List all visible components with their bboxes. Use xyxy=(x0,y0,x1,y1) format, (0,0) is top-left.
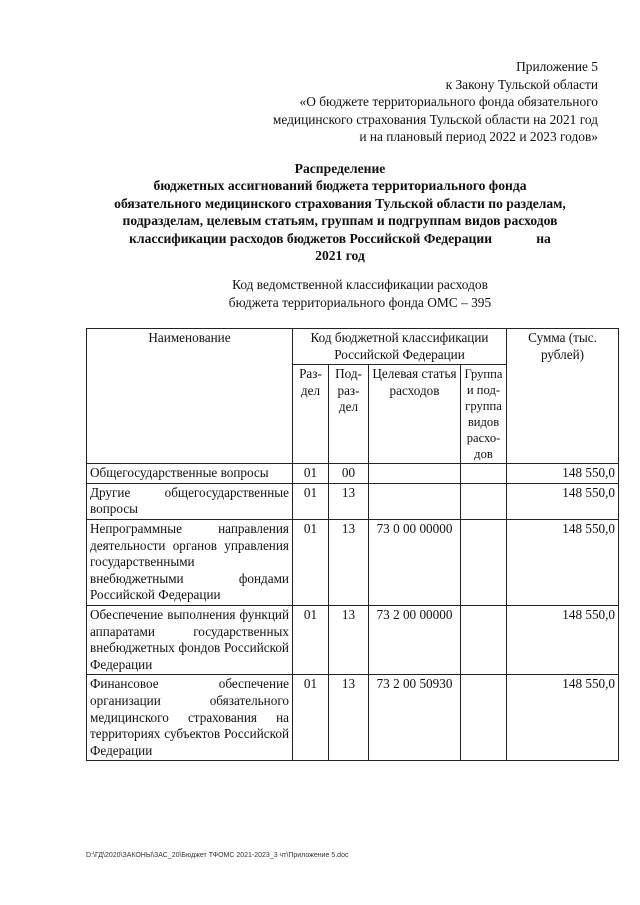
title-line-4: подразделам, целевым статьям, группам и подгруппам видов расходов xyxy=(122,213,558,229)
header-code-group: Код бюджетной классификации Российской Федерации xyxy=(293,329,507,365)
row-group xyxy=(461,675,507,761)
row-section: 01 xyxy=(293,464,329,484)
document-title xyxy=(80,160,600,264)
header-section-text: Раз-дел xyxy=(299,366,322,398)
header-name: Наименование xyxy=(87,329,293,464)
header-target xyxy=(369,365,461,464)
title-line-1: Распределение xyxy=(294,161,386,176)
header-target-text: Целевая статья расходов xyxy=(372,366,457,398)
table-row xyxy=(87,605,619,674)
file-path-footer: D:\ГД\2020\ЗАКОНЫ\ЗАС_20\Бюджет ТФОМС 2021-2023_3 чт\Приложение 5.doc xyxy=(86,852,349,859)
appendix-line-1: Приложение 5 xyxy=(516,59,598,74)
header-subsection xyxy=(329,365,369,464)
row-group xyxy=(461,464,507,484)
row-name: Финансовое обеспечение организации обязательного медицинского страхования на территориях субъектов Российской Федерации xyxy=(87,675,293,761)
header-section xyxy=(293,365,329,464)
row-name: Непрограммные направления деятельности органов управления государственными внебюджетными фондами Российской Федерации xyxy=(87,519,293,605)
row-target xyxy=(369,464,461,484)
header-subsection-text: Под-раз-дел xyxy=(335,366,362,415)
row-section: 01 xyxy=(293,519,329,605)
row-sum: 148 550,0 xyxy=(507,675,619,761)
subtitle-line-2: бюджета территориального фонда ОМС – 395 xyxy=(228,294,492,310)
appendix-line-2: к Закону Тульской области xyxy=(445,76,598,92)
header-group xyxy=(461,365,507,464)
header-sum: Сумма (тыс. рублей) xyxy=(507,329,619,464)
row-section: 01 xyxy=(293,675,329,761)
appendix-line-4: медицинского страхования Тульской области на 2021 год xyxy=(272,111,598,127)
row-subsection: 13 xyxy=(329,483,369,519)
row-subsection: 13 xyxy=(329,675,369,761)
row-sum: 148 550,0 xyxy=(507,483,619,519)
row-target: 73 2 00 50930 xyxy=(369,675,461,761)
title-line-6: 2021 год xyxy=(315,248,365,264)
table-header-row xyxy=(87,329,619,365)
row-sum: 148 550,0 xyxy=(507,605,619,674)
appendix-line-3: «О бюджете территориального фонда обязательного xyxy=(299,94,598,110)
row-subsection: 00 xyxy=(329,464,369,484)
row-group xyxy=(461,605,507,674)
appendix-line-5: и на плановый период 2022 и 2023 годов» xyxy=(359,129,598,145)
row-subsection: 13 xyxy=(329,519,369,605)
table-row xyxy=(87,519,619,605)
subtitle-line-1: Код ведомственной классификации расходов xyxy=(232,277,488,292)
row-name: Общегосударственные вопросы xyxy=(87,464,293,484)
table-row xyxy=(87,675,619,761)
row-name: Обеспечение выполнения функций аппаратами государственных внебюджетных фондов Российской Федерации xyxy=(87,605,293,674)
table-row xyxy=(87,464,619,484)
row-subsection: 13 xyxy=(329,605,369,674)
table-row xyxy=(87,483,619,519)
row-name: Другие общегосударственные вопросы xyxy=(87,483,293,519)
title-line-2: бюджетных ассигнований бюджета территориального фонда xyxy=(153,178,527,194)
row-group xyxy=(461,483,507,519)
row-sum: 148 550,0 xyxy=(507,519,619,605)
row-target: 73 0 00 00000 xyxy=(369,519,461,605)
row-target: 73 2 00 00000 xyxy=(369,605,461,674)
department-code-note xyxy=(120,276,600,311)
row-section: 01 xyxy=(293,483,329,519)
appendix-header xyxy=(158,58,598,146)
row-target xyxy=(369,483,461,519)
row-sum: 148 550,0 xyxy=(507,464,619,484)
title-line-5: классификации расходов бюджетов Российской Федерации на xyxy=(129,230,551,246)
title-line-3: обязательного медицинского страхования Тульской области по разделам, xyxy=(114,195,566,211)
row-section: 01 xyxy=(293,605,329,674)
header-group-text: Группа и под-группа видов расхо-дов xyxy=(464,367,503,462)
budget-allocation-table xyxy=(86,328,619,761)
row-group xyxy=(461,519,507,605)
